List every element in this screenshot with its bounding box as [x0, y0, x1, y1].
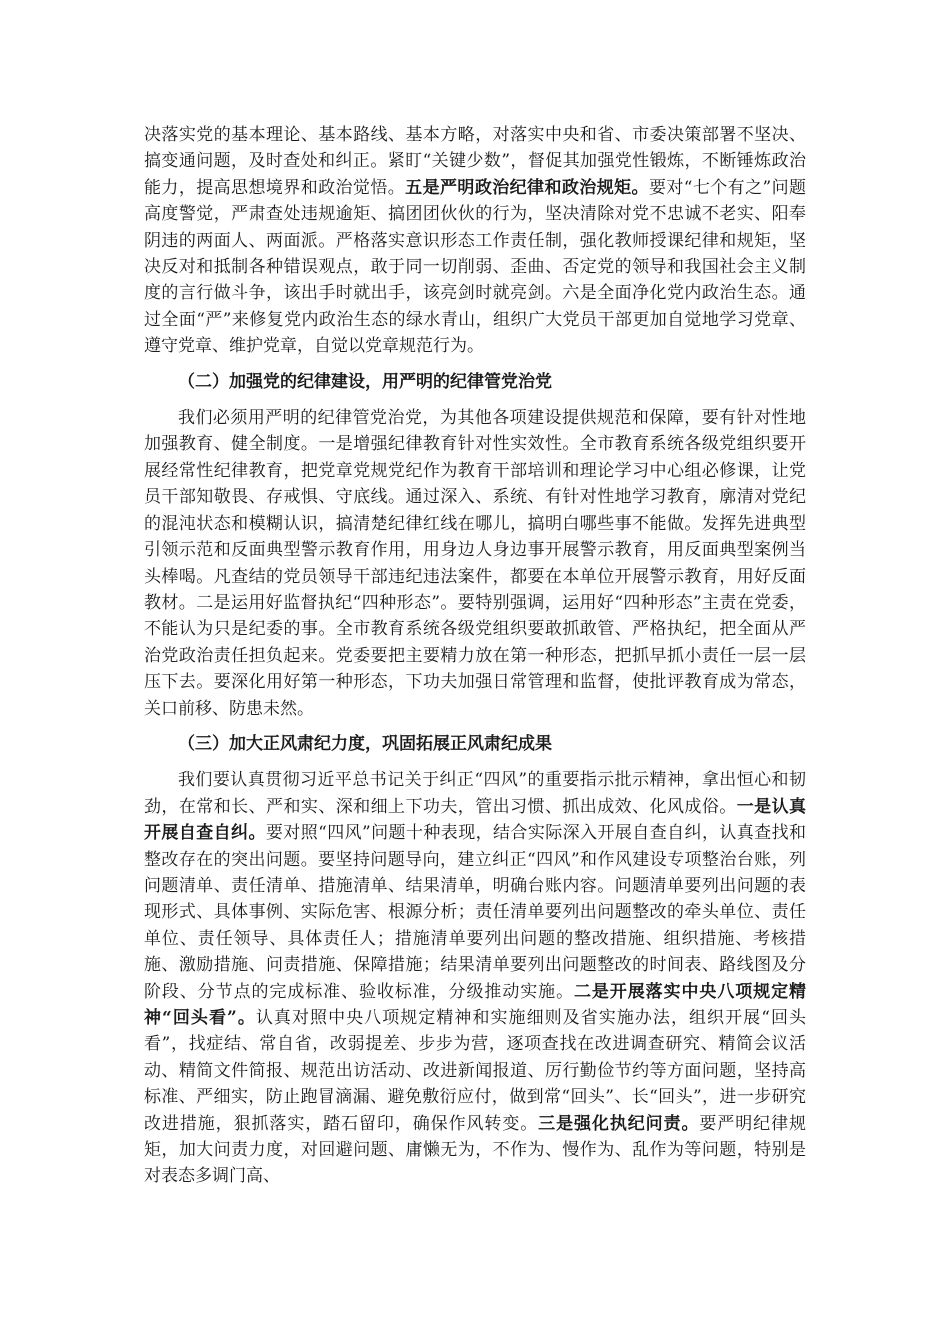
- bold-lead: 二是开展落实中央八项规定精神“回头看”。: [144, 981, 806, 1028]
- paragraph-style-rectification: [144, 767, 806, 1190]
- bold-lead: 一是认真开展自查自纠。: [144, 796, 807, 844]
- paragraph-text: 要对照“四风”问题十种表现，结合实际深入开展自查自纠，认真查找和整改存在的突出问题。要坚持问题导向，建立纠正“四风”和作风建设专项整治台账，列问题清单、责任清单、措施清单、结果清单，明确台账内容。问题清单要列出问题的表现形式、具体事例、实际危害、根源分析；责任清单要列出问题整改的牵头单位、责任单位、责任领导、具体责任人；措施清单要列出问题的整改措施、组织措施、考核措施、激励措施、问责措施、保障措施；结果清单要列出问题整改的时间表、路线图及分阶段、分节点的完成标准、验收标准，分级推动实施。: [144, 823, 807, 1002]
- bold-lead: 五是严明政治纪律和政治规矩。: [405, 177, 649, 198]
- paragraph-continued: [144, 122, 806, 360]
- paragraph-text: 决落实党的基本理论、基本路线、基本方略，对落实中央和省、市委决策部署不坚决、搞变通问题，及时查处和纠正。紧盯“关键少数”，督促其加强党性锻炼，不断锤炼政治能力，提高思想境界和政治觉悟。: [144, 125, 806, 198]
- bold-lead: 三是强化执纪问责。: [538, 1113, 700, 1134]
- section-heading-2: （二）加强党的纪律建设，用严明的纪律管党治党: [178, 371, 552, 392]
- paragraph-discipline: 我们必须用严明的纪律管党治党，为其他各项建设提供规范和保障，要有针对性地加强教育、健全制度。一是增强纪律教育针对性实效性。全市教育系统各级党组织要开展经常性纪律教育，把党章党规党纪作为教育干部培训和理论学习中心组必修课，让党员干部知敬畏、存戒惧、守底线。通过深入、系统、有针对性地学习教育，廓清对党纪的混沌状态和模糊认识，搞清楚纪律红线在哪儿，搞明白哪些事不能做。发挥先进典型引领示范和反面典型警示教育作用，用身边人身边事开展警示教育，用反面典型案例当头棒喝。凡查结的党员领导干部违纪违法案件，都要在本单位开展警示教育，用好反面教材。二是运用好监督执纪“四种形态”。要特别强调，运用好“四种形态”主责在党委，不能认为只是纪委的事。全市教育系统各级党组织要敢抓敢管、严格执纪，把全面从严治党政治责任担负起来。党委要把主要精力放在第一种形态，把抓早抓小责任一层一层压下去。要深化用好第一种形态，下功夫加强日常管理和监督，使批评教育成为常态，关口前移、防患未然。: [144, 408, 806, 719]
- section-heading-3: （三）加大正风肃纪力度，巩固拓展正风肃纪成果: [178, 733, 552, 754]
- paragraph-text: 认真对照中央八项规定精神和实施细则及省实施办法，组织开展“回头看”，找症结、常自省，改弱提差、步步为营，逐项查找在改进调查研究、精简会议活动、精简文件简报、规范出访活动、改进新闻报道、厉行勤俭节约等方面问题，坚持高标准、严细实，防止跑冒滴漏、避免敷衍应付，做到常“回头”、长“回头”，进一步研究改进措施，狠抓落实，踏石留印，确保作风转变。: [144, 1008, 806, 1134]
- paragraph-text: 要对“七个有之”问题高度警觉，严肃查处违规逾矩、搞团团伙伙的行为，坚决清除对党不忠诚不老实、阳奉阴违的两面人、两面派。严格落实意识形态工作责任制，强化教师授课纪律和规矩，坚决反对和抵制各种错误观点，敢于同一切削弱、歪曲、否定党的领导和我国社会主义制度的言行做斗争，该出手时就出手，该亮剑时就亮剑。六是全面净化党内政治生态。通过全面“严”来修复党内政治生态的绿水青山，组织广大党员干部更加自觉地学习党章、遵守党章、维护党章，自觉以党章规范行为。: [144, 177, 807, 357]
- paragraph-text: 要严明纪律规矩，加大问责力度，对回避问题、庸懒无为，不作为、慢作为、乱作为等问题，特别是对表态多调门高、: [144, 1113, 807, 1187]
- paragraph-text: 我们要认真贯彻习近平总书记关于纠正“四风”的重要指示批示精神，拿出恒心和韧劲，在常和长、严和实、深和细上下功夫，管出习惯、抓出成效、化风成俗。: [144, 770, 806, 817]
- document-body: [144, 122, 806, 1190]
